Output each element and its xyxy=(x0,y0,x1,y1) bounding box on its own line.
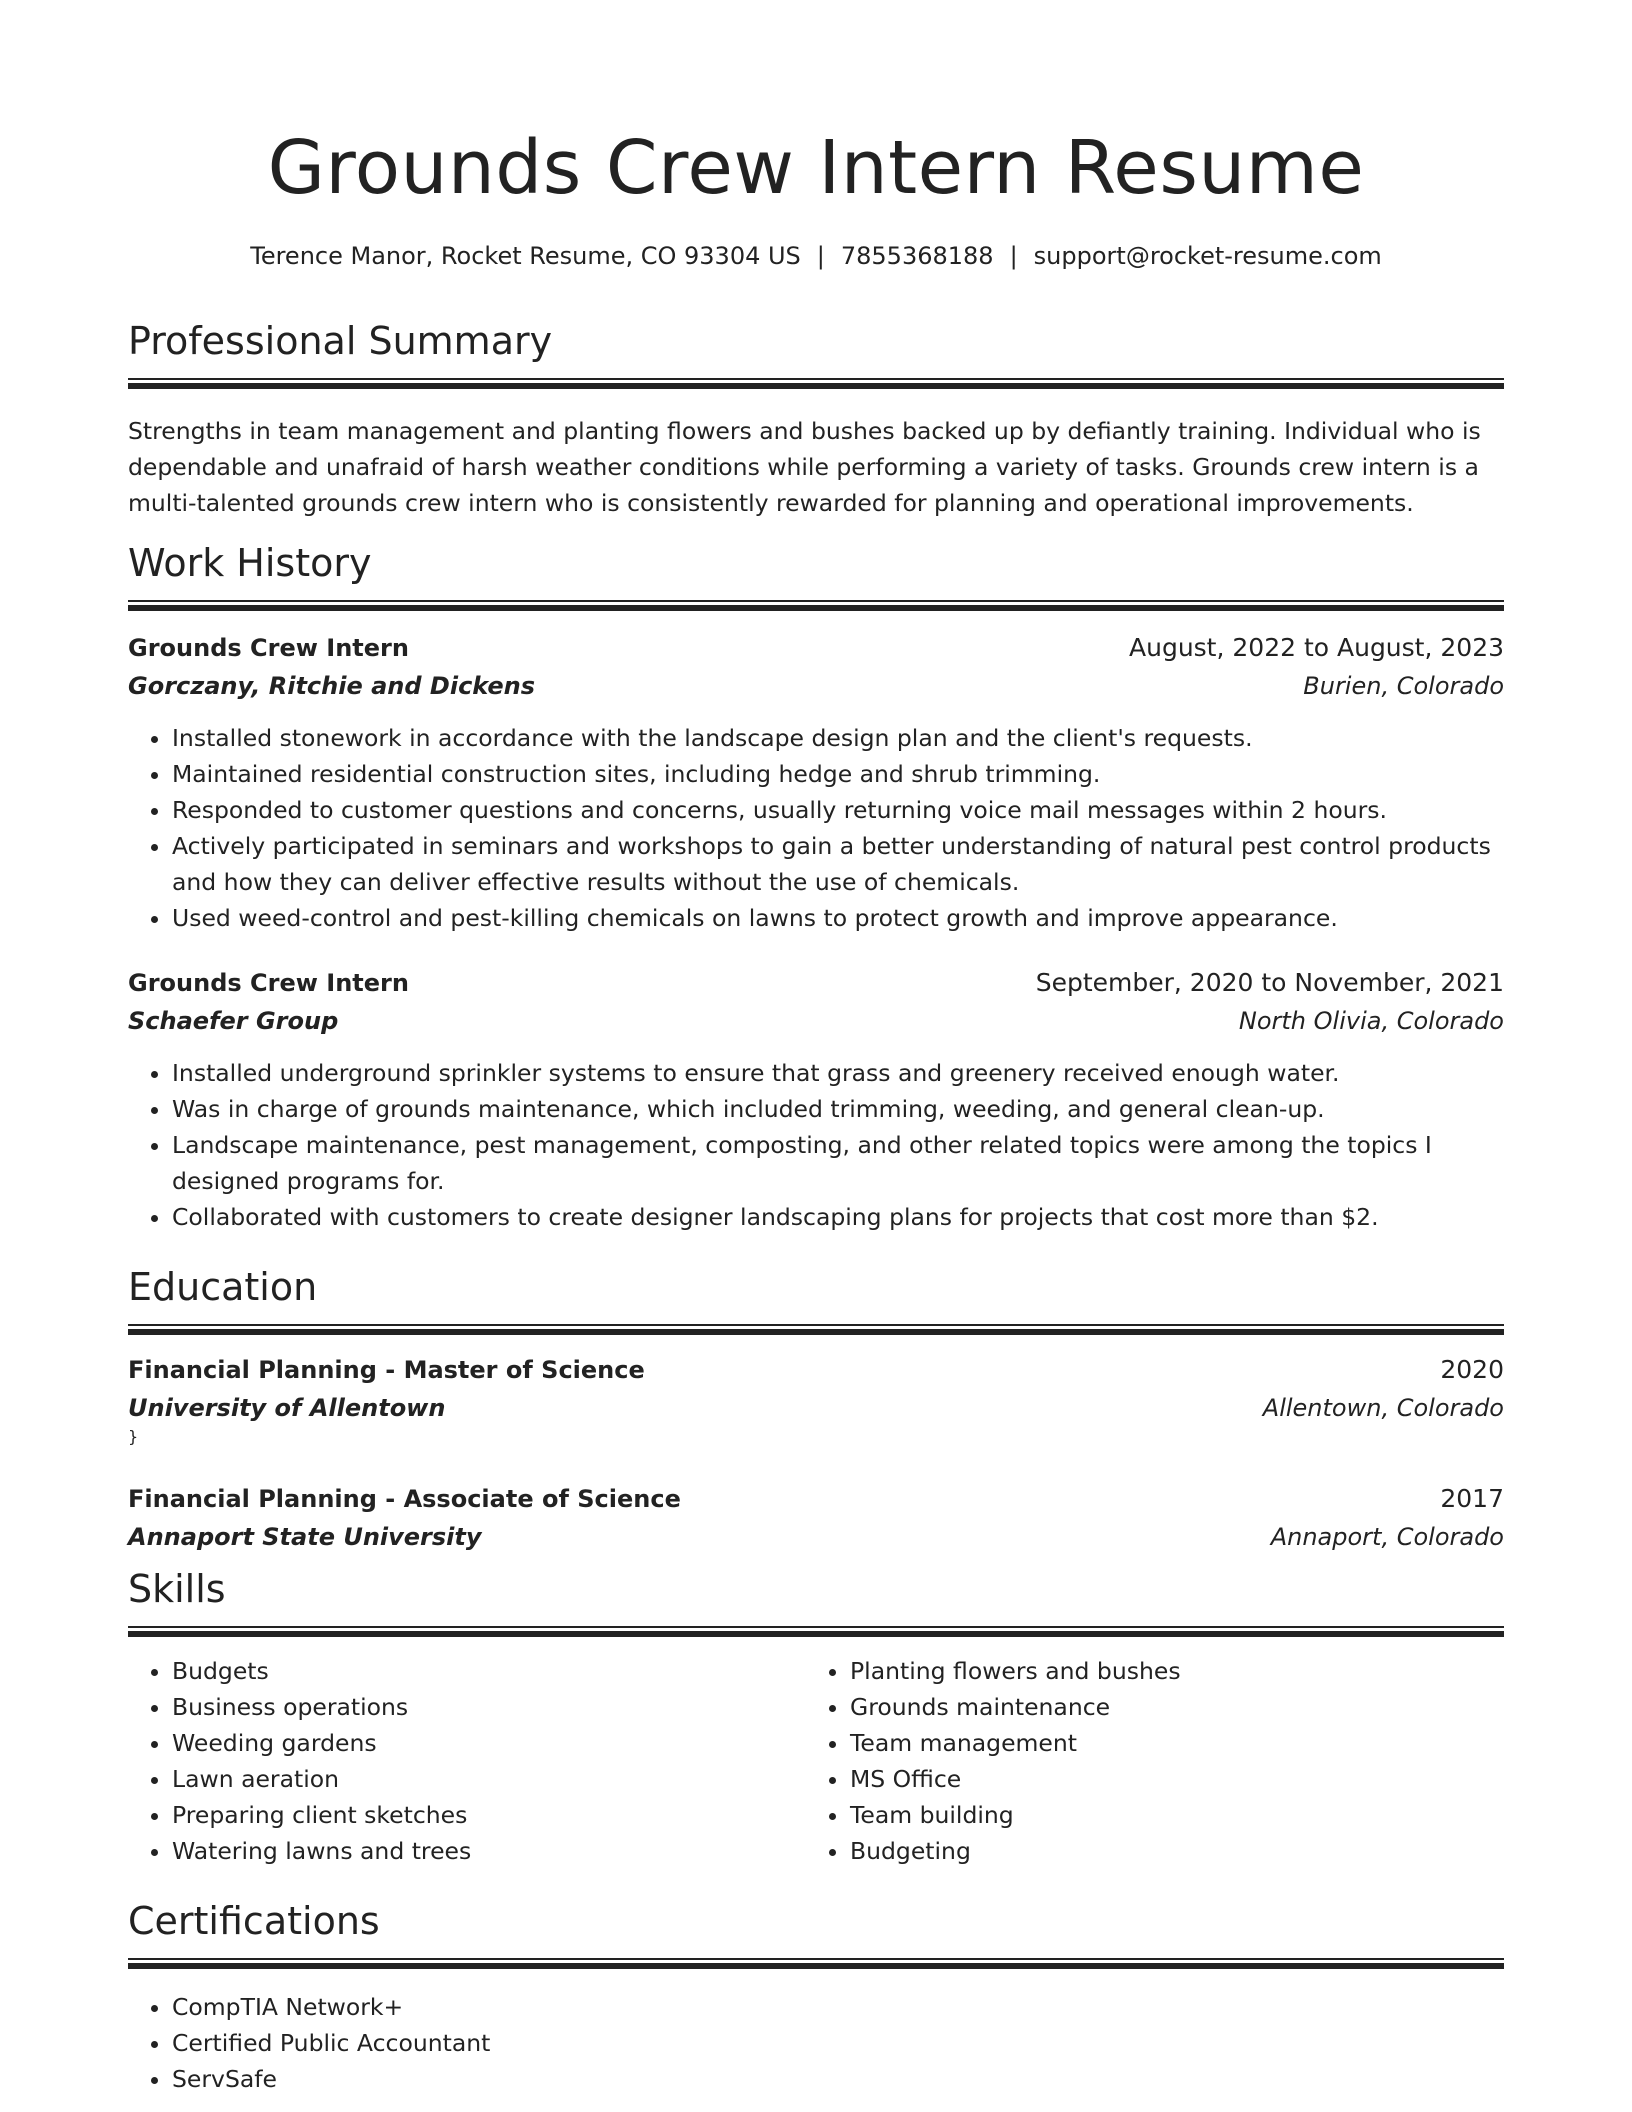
job-subheader xyxy=(128,667,1504,705)
work-history-section xyxy=(128,538,1504,1235)
list-item: • Grounds maintenance xyxy=(850,1689,1484,1725)
education-degree: Financial Planning - Associate of Science xyxy=(128,1485,681,1513)
education-subheader xyxy=(128,1518,1504,1556)
job-header xyxy=(128,964,1504,1002)
education-year: 2020 xyxy=(1440,1355,1504,1384)
list-item: • Budgets xyxy=(172,1653,806,1689)
skills-section xyxy=(128,1564,1504,1869)
section-heading: Certifications xyxy=(128,1899,380,1943)
education-degree: Financial Planning - Master of Science xyxy=(128,1356,645,1384)
section-divider xyxy=(128,1626,1504,1637)
job-title: Grounds Crew Intern xyxy=(128,634,409,662)
section-heading: Education xyxy=(128,1265,318,1309)
section-divider xyxy=(128,378,1504,389)
education-school: University of Allentown xyxy=(128,1394,446,1422)
certifications-list xyxy=(128,1989,1504,2097)
list-item: • ServSafe xyxy=(172,2061,1504,2097)
certifications-section xyxy=(128,1896,1504,2097)
job-bullets xyxy=(128,720,1504,936)
education-school: Annaport State University xyxy=(128,1523,482,1551)
section-heading: Work History xyxy=(128,541,372,585)
education-section xyxy=(128,1262,1504,1556)
section-divider xyxy=(128,1324,1504,1335)
job-location: Burien, Colorado xyxy=(1303,672,1504,700)
job-dates: September, 2020 to November, 2021 xyxy=(1035,968,1504,997)
job-company: Gorczany, Ritchie and Dickens xyxy=(128,672,536,700)
section-heading: Professional Summary xyxy=(128,319,553,363)
skills-column-right xyxy=(806,1653,1484,1869)
list-item: • Installed stonework in accordance with the landscape design plan and the client's requests. xyxy=(172,720,1504,756)
education-year: 2017 xyxy=(1440,1484,1504,1513)
job-subheader xyxy=(128,1002,1504,1040)
list-item: • Planting flowers and bushes xyxy=(850,1653,1484,1689)
skills-grid xyxy=(128,1653,1504,1869)
list-item: • Weeding gardens xyxy=(172,1725,806,1761)
list-item: • Maintained residential construction sites, including hedge and shrub trimming. xyxy=(172,756,1504,792)
education-entry xyxy=(128,1480,1504,1556)
education-location: Annaport, Colorado xyxy=(1270,1523,1504,1551)
list-item: • Budgeting xyxy=(850,1833,1484,1869)
job-company: Schaefer Group xyxy=(128,1007,339,1035)
list-item: • Team management xyxy=(850,1725,1484,1761)
list-item: • Business operations xyxy=(172,1689,806,1725)
summary-section xyxy=(128,316,1504,521)
list-item: • Responded to customer questions and concerns, usually returning voice mail messages within 2 hours. xyxy=(172,792,1504,828)
education-header xyxy=(128,1480,1504,1518)
education-entry: Financial Planning - Master of Science 2020 University of Allentown Allentown, Colorado } xyxy=(128,1351,1504,1446)
list-item: • Watering lawns and trees xyxy=(172,1833,806,1869)
section-heading: Skills xyxy=(128,1567,226,1611)
education-location: Allentown, Colorado xyxy=(1262,1394,1504,1422)
job-dates: August, 2022 to August, 2023 xyxy=(1129,633,1504,662)
section-divider xyxy=(128,600,1504,611)
summary-text: Strengths in team management and planting flowers and bushes backed up by defiantly training. Individual who is dependable and unafraid of harsh weather conditions while performing a variety of tasks. Grounds crew intern is a multi-talented grounds crew intern who is consistently rewarded for planning and operational improvements. xyxy=(128,417,1481,517)
list-item: • Certified Public Accountant xyxy=(172,2025,1504,2061)
list-item: • Used weed-control and pest-killing chemicals on lawns to protect growth and improve appearance. xyxy=(172,900,1504,936)
skills-column-left xyxy=(128,1653,806,1869)
job-header xyxy=(128,629,1504,667)
contact-separator: | xyxy=(1009,242,1018,270)
list-item: • MS Office xyxy=(850,1761,1484,1797)
contact-separator: | xyxy=(816,242,825,270)
education-subheader xyxy=(128,1389,1504,1427)
resume-title: Grounds Crew Intern Resume xyxy=(267,125,1365,211)
list-item: • Actively participated in seminars and workshops to gain a better understanding of natural pest control products and how they can deliver effective results without the use of chemicals. xyxy=(172,828,1504,900)
list-item: • CompTIA Network+ xyxy=(172,1989,1504,2025)
list-item: • Installed underground sprinkler systems to ensure that grass and greenery received enough water. xyxy=(172,1055,1504,1091)
list-item: • Team building xyxy=(850,1797,1484,1833)
education-header xyxy=(128,1351,1504,1389)
job-title: Grounds Crew Intern xyxy=(128,969,409,997)
list-item: • Was in charge of grounds maintenance, which included trimming, weeding, and general clean-up. xyxy=(172,1091,1504,1127)
contact-email: support@rocket-resume.com xyxy=(1033,242,1382,270)
list-item: • Collaborated with customers to create designer landscaping plans for projects that cost more than $2. xyxy=(172,1199,1504,1235)
job-location: North Olivia, Colorado xyxy=(1238,1007,1504,1035)
section-divider xyxy=(128,1958,1504,1969)
job-bullets xyxy=(128,1055,1504,1235)
contact-phone: 7855368188 xyxy=(840,242,994,270)
contact-line xyxy=(128,238,1504,274)
list-item: • Landscape maintenance, pest management, composting, and other related topics were among the topics I designed programs for. xyxy=(172,1127,1504,1199)
list-item: • Preparing client sketches xyxy=(172,1797,806,1833)
job-entry xyxy=(128,629,1504,936)
job-entry xyxy=(128,964,1504,1235)
list-item: • Lawn aeration xyxy=(172,1761,806,1797)
contact-address: Terence Manor, Rocket Resume, CO 93304 US xyxy=(250,242,801,270)
